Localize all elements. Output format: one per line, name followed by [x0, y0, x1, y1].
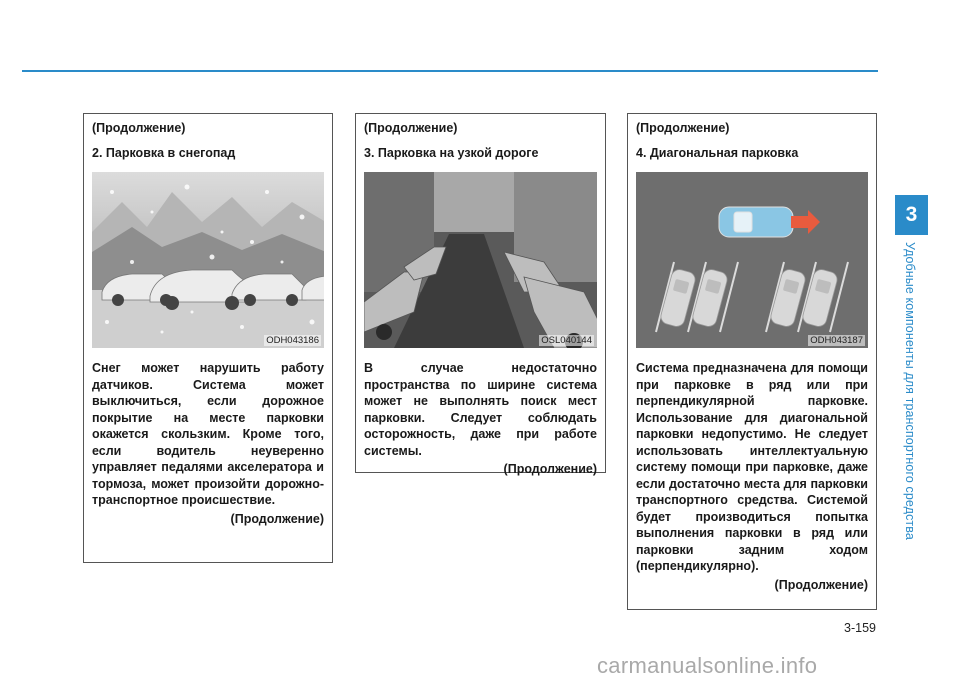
continued-label: (Продолжение)	[230, 511, 324, 526]
image-code: OSL040144	[541, 335, 592, 346]
image-code: ODH043187	[810, 335, 863, 346]
watermark: carmanualsonline.info	[597, 653, 818, 678]
section-box-snow	[83, 113, 333, 563]
section-body: Снег может нарушить работу датчиков. Система может выключиться, если дорожное покрытие на месте парковки окажется скользким. Кроме того, если водитель неуверенно управляет педалями акселератора и тормоза, может произойти дорожно-транспортное происшествие.	[92, 361, 324, 507]
section-subheading: 3. Парковка на узкой дороге	[364, 146, 539, 160]
snow-parking-illustration	[92, 172, 324, 348]
narrow-road-illustration	[364, 172, 597, 348]
image-code: ODH043186	[266, 335, 319, 346]
top-rule	[22, 70, 878, 72]
section-heading: (Продолжение)	[364, 121, 458, 135]
section-body: В случае недостаточно пространства по ширине система может не выполнять поиск мест парковки. Следует соблюдать осторожность, даже при работе системы.	[364, 361, 597, 458]
continued-label: (Продолжение)	[774, 577, 868, 592]
section-heading: (Продолжение)	[636, 121, 730, 135]
section-box-diagonal	[627, 113, 877, 610]
section-subheading: 2. Парковка в снегопад	[92, 146, 236, 160]
chapter-title-vertical	[900, 242, 920, 562]
diagonal-parking-illustration	[636, 172, 868, 348]
chapter-title-text: Удобные компоненты для транспортного средства	[903, 242, 917, 540]
chapter-number-tab: 3	[895, 195, 928, 235]
section-subheading: 4. Диагональная парковка	[636, 146, 799, 160]
narrow-road-image	[364, 172, 597, 348]
continued-label: (Продолжение)	[503, 462, 597, 476]
page-number: 3-159	[844, 621, 876, 635]
diagonal-parking-image	[636, 172, 868, 348]
section-heading: (Продолжение)	[92, 121, 186, 135]
section-box-narrow-road	[355, 113, 606, 476]
snow-parking-image	[92, 172, 324, 348]
section-body: Система предназначена для помощи при парковке в ряд или при перпендикулярной парковке. Использование для диагональной парковки недопустимо. Не следует использовать интеллектуальную систему помощи при парковке, даже если достаточно места для парковки транспортного средства. Системой будет производиться попытка выполнения парковки в ряд или парковки задним ходом (перпендикулярно).	[636, 361, 868, 573]
